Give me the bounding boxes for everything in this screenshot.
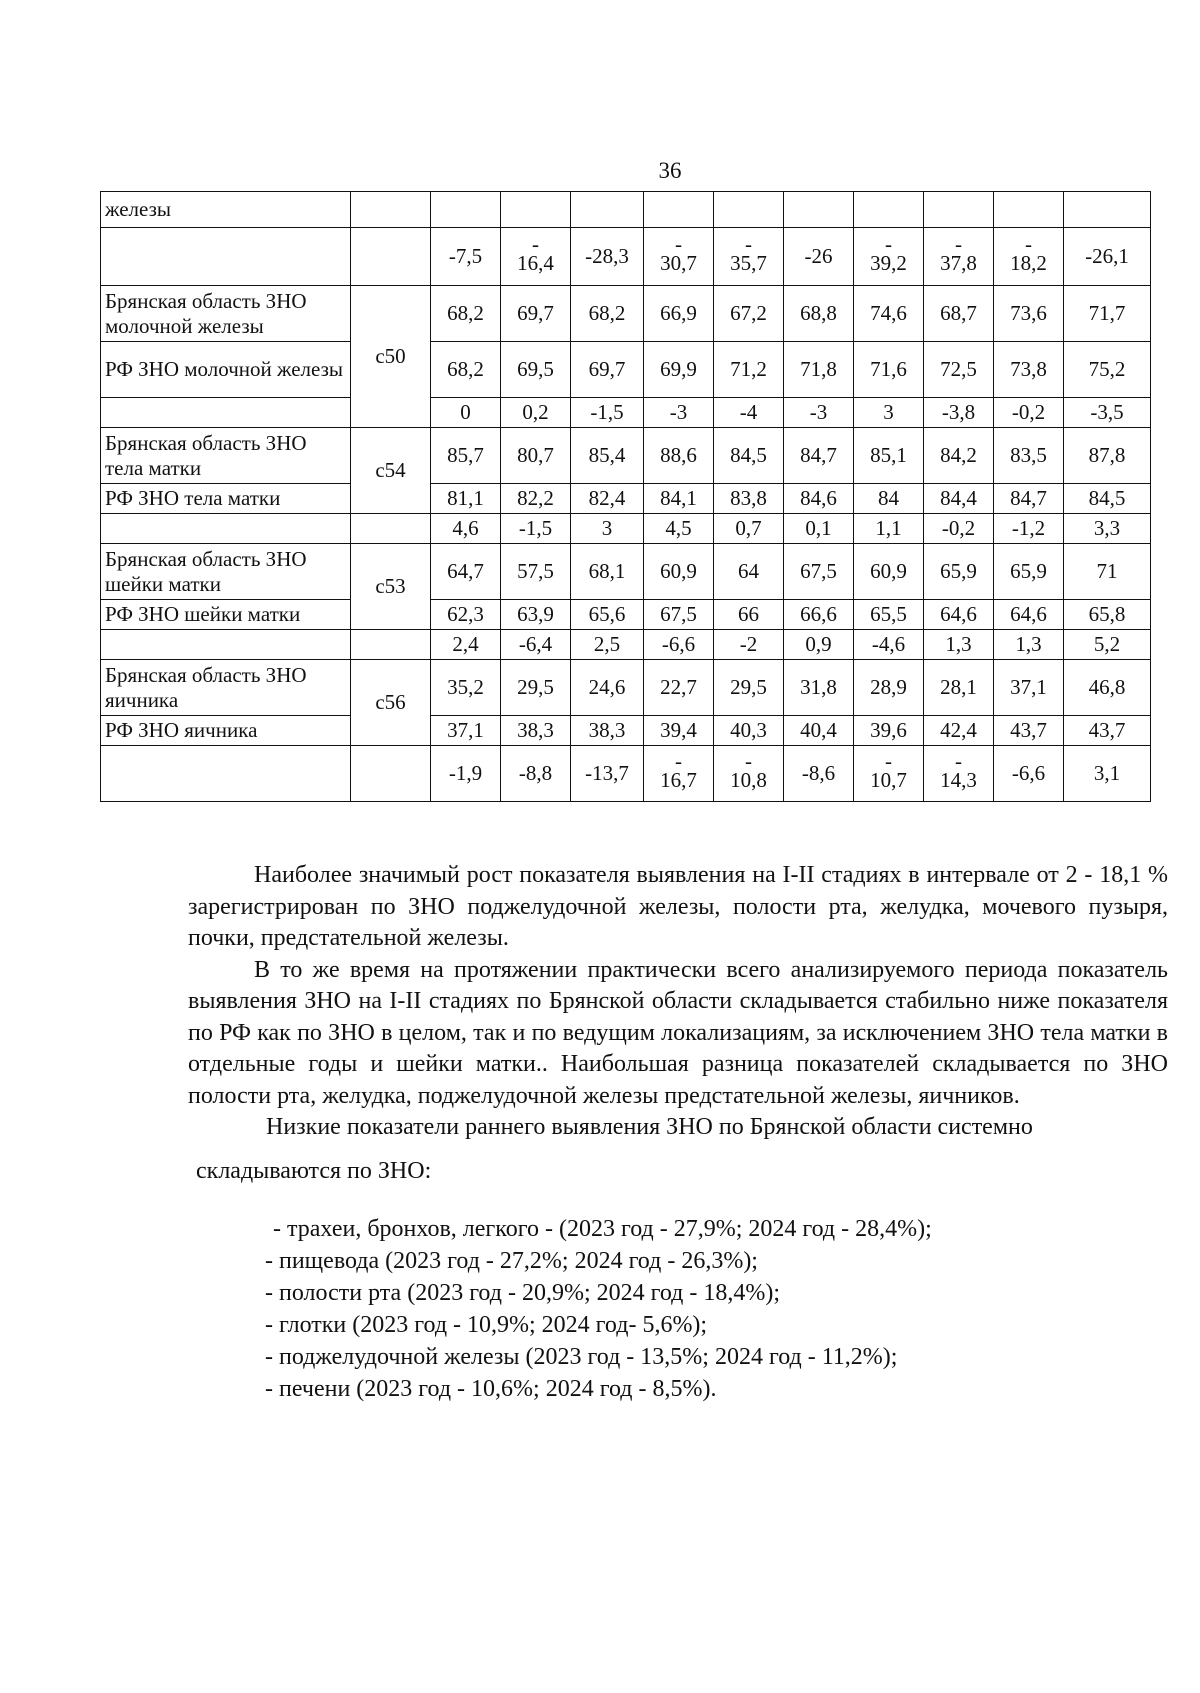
- value-cell: -26: [784, 228, 854, 286]
- value-cell: 82,2: [501, 484, 571, 514]
- value-cell: -0,2: [924, 514, 994, 544]
- value-cell: -3: [784, 398, 854, 428]
- value-cell: -2: [714, 630, 784, 660]
- list-item: - пищевода (2023 год - 27,2%; 2024 год - 26,3%);: [265, 1248, 758, 1274]
- value-number: 18,2: [1010, 251, 1047, 275]
- value-cell: 82,4: [571, 484, 644, 514]
- value-cell: 68,8: [784, 286, 854, 342]
- row-label: железы: [101, 192, 351, 228]
- value-cell: [644, 192, 714, 228]
- value-cell: 68,7: [924, 286, 994, 342]
- value-cell: 87,8: [1064, 428, 1151, 484]
- value-cell: 83,5: [994, 428, 1064, 484]
- code-cell: [351, 630, 431, 660]
- value-number: 14,3: [940, 768, 977, 792]
- list-item: - глотки (2023 год - 10,9%; 2024 год- 5,6%);: [265, 1312, 708, 1338]
- value-cell: [714, 192, 784, 228]
- list-item: - трахеи, бронхов, легкого - (2023 год - 27,9%; 2024 год - 28,4%);: [273, 1216, 932, 1242]
- value-number: 35,7: [730, 251, 767, 275]
- value-cell: 43,7: [994, 716, 1064, 746]
- value-cell: 60,9: [854, 544, 924, 600]
- value-number: 37,8: [940, 251, 977, 275]
- table-row: [101, 484, 1151, 514]
- value-cell: 1,1: [854, 514, 924, 544]
- value-cell: 28,9: [854, 660, 924, 716]
- value-cell: 29,5: [501, 660, 571, 716]
- minus-sign: -: [885, 232, 892, 256]
- locations-list: [0, 1213, 932, 1405]
- value-cell: 85,4: [571, 428, 644, 484]
- table-row: [101, 342, 1151, 398]
- value-cell: 60,9: [644, 544, 714, 600]
- value-cell: 65,5: [854, 600, 924, 630]
- code-cell: [351, 192, 431, 228]
- value-cell: [854, 746, 924, 802]
- table-row: [101, 398, 1151, 428]
- list-intro: складываются по ЗНО:: [196, 1158, 432, 1184]
- value-cell: 40,4: [784, 716, 854, 746]
- value-cell: -4: [714, 398, 784, 428]
- minus-sign: -: [955, 749, 962, 773]
- value-cell: 0,9: [784, 630, 854, 660]
- value-cell: 3: [854, 398, 924, 428]
- value-cell: [784, 192, 854, 228]
- code-cell: [351, 514, 431, 544]
- value-cell: 84: [854, 484, 924, 514]
- paragraph-1: Наиболее значимый рост показателя выявления на I-II стадиях в интервале от 2 - 18,1 % зарегистрирован по ЗНО поджелудочной железы, полости рта, желудка, мочевого пузыря, почки, предстательной железы.: [188, 862, 1168, 951]
- value-cell: [854, 192, 924, 228]
- value-number: 39,2: [870, 251, 907, 275]
- table-row: [101, 544, 1151, 600]
- value-cell: 0,1: [784, 514, 854, 544]
- value-cell: -8,6: [784, 746, 854, 802]
- value-cell: 68,2: [431, 286, 501, 342]
- value-cell: 67,2: [714, 286, 784, 342]
- row-label: РФ ЗНО молочной железы: [101, 342, 351, 398]
- code-cell: с50: [351, 286, 431, 428]
- value-cell: 80,7: [501, 428, 571, 484]
- minus-sign: -: [1025, 232, 1032, 256]
- value-cell: 62,3: [431, 600, 501, 630]
- value-cell: 72,5: [924, 342, 994, 398]
- row-label: [101, 398, 351, 428]
- value-cell: [431, 192, 501, 228]
- value-cell: 71,7: [1064, 286, 1151, 342]
- row-label: [101, 746, 351, 802]
- value-cell: 84,2: [924, 428, 994, 484]
- statistics-table: [100, 191, 1151, 802]
- table-row: [101, 192, 1151, 228]
- value-cell: 3,3: [1064, 514, 1151, 544]
- row-label: Брянская область ЗНО шейки матки: [101, 544, 351, 600]
- minus-sign: -: [745, 232, 752, 256]
- value-cell: 65,9: [994, 544, 1064, 600]
- value-cell: 64,6: [994, 600, 1064, 630]
- list-item: - поджелудочной железы (2023 год - 13,5%; 2024 год - 11,2%);: [265, 1344, 898, 1370]
- value-cell: [644, 228, 714, 286]
- value-cell: 67,5: [784, 544, 854, 600]
- table-row: [101, 514, 1151, 544]
- value-cell: 69,7: [501, 286, 571, 342]
- value-cell: 84,6: [784, 484, 854, 514]
- value-cell: 28,1: [924, 660, 994, 716]
- value-cell: 37,1: [431, 716, 501, 746]
- value-cell: 71: [1064, 544, 1151, 600]
- value-cell: 35,2: [431, 660, 501, 716]
- value-cell: [644, 746, 714, 802]
- value-cell: 2,5: [571, 630, 644, 660]
- value-cell: -3,8: [924, 398, 994, 428]
- value-cell: 3,1: [1064, 746, 1151, 802]
- code-cell: [351, 746, 431, 802]
- value-cell: -28,3: [571, 228, 644, 286]
- code-cell: с56: [351, 660, 431, 746]
- value-cell: 5,2: [1064, 630, 1151, 660]
- paragraph-2: В то же время на протяжении практически всего анализируемого периода показатель выявления ЗНО на I-II стадиях по Брянской области складывается стабильно ниже показателя по РФ как по ЗНО в целом, так и по ведущим локализациям, за исключением ЗНО тела матки в отдельные годы и шейки матки.. Наибольшая разница показателей складывается по ЗНО полости рта, желудка, поджелудочной железы предстательной железы, яичников.: [188, 956, 1168, 1109]
- body-text: [188, 860, 1168, 1144]
- row-label: [101, 228, 351, 286]
- value-cell: 3: [571, 514, 644, 544]
- value-cell: 85,7: [431, 428, 501, 484]
- value-cell: [501, 228, 571, 286]
- value-cell: 24,6: [571, 660, 644, 716]
- value-number: 10,8: [730, 768, 767, 792]
- value-cell: 68,1: [571, 544, 644, 600]
- value-cell: 66: [714, 600, 784, 630]
- value-cell: -0,2: [994, 398, 1064, 428]
- code-cell: с53: [351, 544, 431, 630]
- value-cell: -6,4: [501, 630, 571, 660]
- row-label: [101, 514, 351, 544]
- minus-sign: -: [955, 232, 962, 256]
- value-cell: 39,4: [644, 716, 714, 746]
- value-cell: [924, 192, 994, 228]
- value-cell: -7,5: [431, 228, 501, 286]
- value-cell: 88,6: [644, 428, 714, 484]
- value-cell: 39,6: [854, 716, 924, 746]
- value-number: 16,7: [660, 768, 697, 792]
- value-cell: 68,2: [571, 286, 644, 342]
- table-row: [101, 716, 1151, 746]
- value-cell: 43,7: [1064, 716, 1151, 746]
- value-cell: [1064, 192, 1151, 228]
- value-cell: [854, 228, 924, 286]
- table-row: [101, 600, 1151, 630]
- list-item: - печени (2023 год - 10,6%; 2024 год - 8,5%).: [265, 1376, 717, 1402]
- value-cell: 71,6: [854, 342, 924, 398]
- value-cell: 69,9: [644, 342, 714, 398]
- value-cell: -1,9: [431, 746, 501, 802]
- value-cell: 0,2: [501, 398, 571, 428]
- value-cell: 31,8: [784, 660, 854, 716]
- value-cell: 66,6: [784, 600, 854, 630]
- value-cell: 46,8: [1064, 660, 1151, 716]
- value-cell: -13,7: [571, 746, 644, 802]
- value-cell: 4,5: [644, 514, 714, 544]
- value-cell: -3: [644, 398, 714, 428]
- value-cell: 67,5: [644, 600, 714, 630]
- value-cell: [714, 228, 784, 286]
- value-cell: 57,5: [501, 544, 571, 600]
- value-cell: 69,7: [571, 342, 644, 398]
- value-cell: -1,5: [571, 398, 644, 428]
- value-cell: 29,5: [714, 660, 784, 716]
- value-cell: 38,3: [501, 716, 571, 746]
- value-cell: 84,5: [1064, 484, 1151, 514]
- row-label: Брянская область ЗНО тела матки: [101, 428, 351, 484]
- minus-sign: -: [885, 749, 892, 773]
- value-cell: -6,6: [994, 746, 1064, 802]
- code-cell: с54: [351, 428, 431, 514]
- row-label: РФ ЗНО шейки матки: [101, 600, 351, 630]
- value-cell: 22,7: [644, 660, 714, 716]
- value-cell: 40,3: [714, 716, 784, 746]
- value-cell: 69,5: [501, 342, 571, 398]
- row-label: РФ ЗНО яичника: [101, 716, 351, 746]
- value-cell: 1,3: [924, 630, 994, 660]
- value-cell: [924, 746, 994, 802]
- value-cell: -3,5: [1064, 398, 1151, 428]
- value-cell: 1,3: [994, 630, 1064, 660]
- value-cell: -26,1: [1064, 228, 1151, 286]
- value-cell: -6,6: [644, 630, 714, 660]
- code-cell: [351, 228, 431, 286]
- value-cell: 38,3: [571, 716, 644, 746]
- value-cell: 65,8: [1064, 600, 1151, 630]
- value-cell: -8,8: [501, 746, 571, 802]
- value-cell: 64,6: [924, 600, 994, 630]
- value-cell: [994, 228, 1064, 286]
- value-cell: 0: [431, 398, 501, 428]
- value-cell: -1,2: [994, 514, 1064, 544]
- paragraph-3: Низкие показатели раннего выявления ЗНО по Брянской области системно: [266, 1114, 1033, 1140]
- table-row: [101, 746, 1151, 802]
- table-row: [101, 428, 1151, 484]
- value-cell: 71,8: [784, 342, 854, 398]
- row-label: РФ ЗНО тела матки: [101, 484, 351, 514]
- value-cell: 71,2: [714, 342, 784, 398]
- value-cell: 0,7: [714, 514, 784, 544]
- row-label: Брянская область ЗНО молочной железы: [101, 286, 351, 342]
- minus-sign: -: [675, 232, 682, 256]
- value-cell: [924, 228, 994, 286]
- value-cell: 84,5: [714, 428, 784, 484]
- value-cell: 84,4: [924, 484, 994, 514]
- table-row: [101, 228, 1151, 286]
- table-row: [101, 630, 1151, 660]
- value-cell: 84,7: [994, 484, 1064, 514]
- value-cell: 75,2: [1064, 342, 1151, 398]
- minus-sign: -: [675, 749, 682, 773]
- list-item: - полости рта (2023 год - 20,9%; 2024 год - 18,4%);: [265, 1280, 781, 1306]
- value-cell: 64,7: [431, 544, 501, 600]
- value-cell: 84,7: [784, 428, 854, 484]
- value-cell: 73,6: [994, 286, 1064, 342]
- row-label: [101, 630, 351, 660]
- value-cell: 65,6: [571, 600, 644, 630]
- value-cell: 84,1: [644, 484, 714, 514]
- minus-sign: -: [745, 749, 752, 773]
- value-cell: 83,8: [714, 484, 784, 514]
- value-number: 16,4: [517, 251, 554, 275]
- value-cell: 85,1: [854, 428, 924, 484]
- value-cell: [994, 192, 1064, 228]
- value-cell: 63,9: [501, 600, 571, 630]
- value-number: 30,7: [660, 251, 697, 275]
- value-cell: 68,2: [431, 342, 501, 398]
- value-cell: 74,6: [854, 286, 924, 342]
- value-cell: 66,9: [644, 286, 714, 342]
- value-cell: [501, 192, 571, 228]
- value-cell: [571, 192, 644, 228]
- value-cell: 73,8: [994, 342, 1064, 398]
- page-number: 36: [658, 158, 682, 183]
- value-cell: 37,1: [994, 660, 1064, 716]
- value-cell: 42,4: [924, 716, 994, 746]
- value-number: 10,7: [870, 768, 907, 792]
- value-cell: 81,1: [431, 484, 501, 514]
- value-cell: -1,5: [501, 514, 571, 544]
- value-cell: [714, 746, 784, 802]
- table-row: [101, 660, 1151, 716]
- row-label: Брянская область ЗНО яичника: [101, 660, 351, 716]
- value-cell: 2,4: [431, 630, 501, 660]
- minus-sign: -: [532, 232, 539, 256]
- value-cell: -4,6: [854, 630, 924, 660]
- value-cell: 4,6: [431, 514, 501, 544]
- value-cell: 65,9: [924, 544, 994, 600]
- table-row: [101, 286, 1151, 342]
- value-cell: 64: [714, 544, 784, 600]
